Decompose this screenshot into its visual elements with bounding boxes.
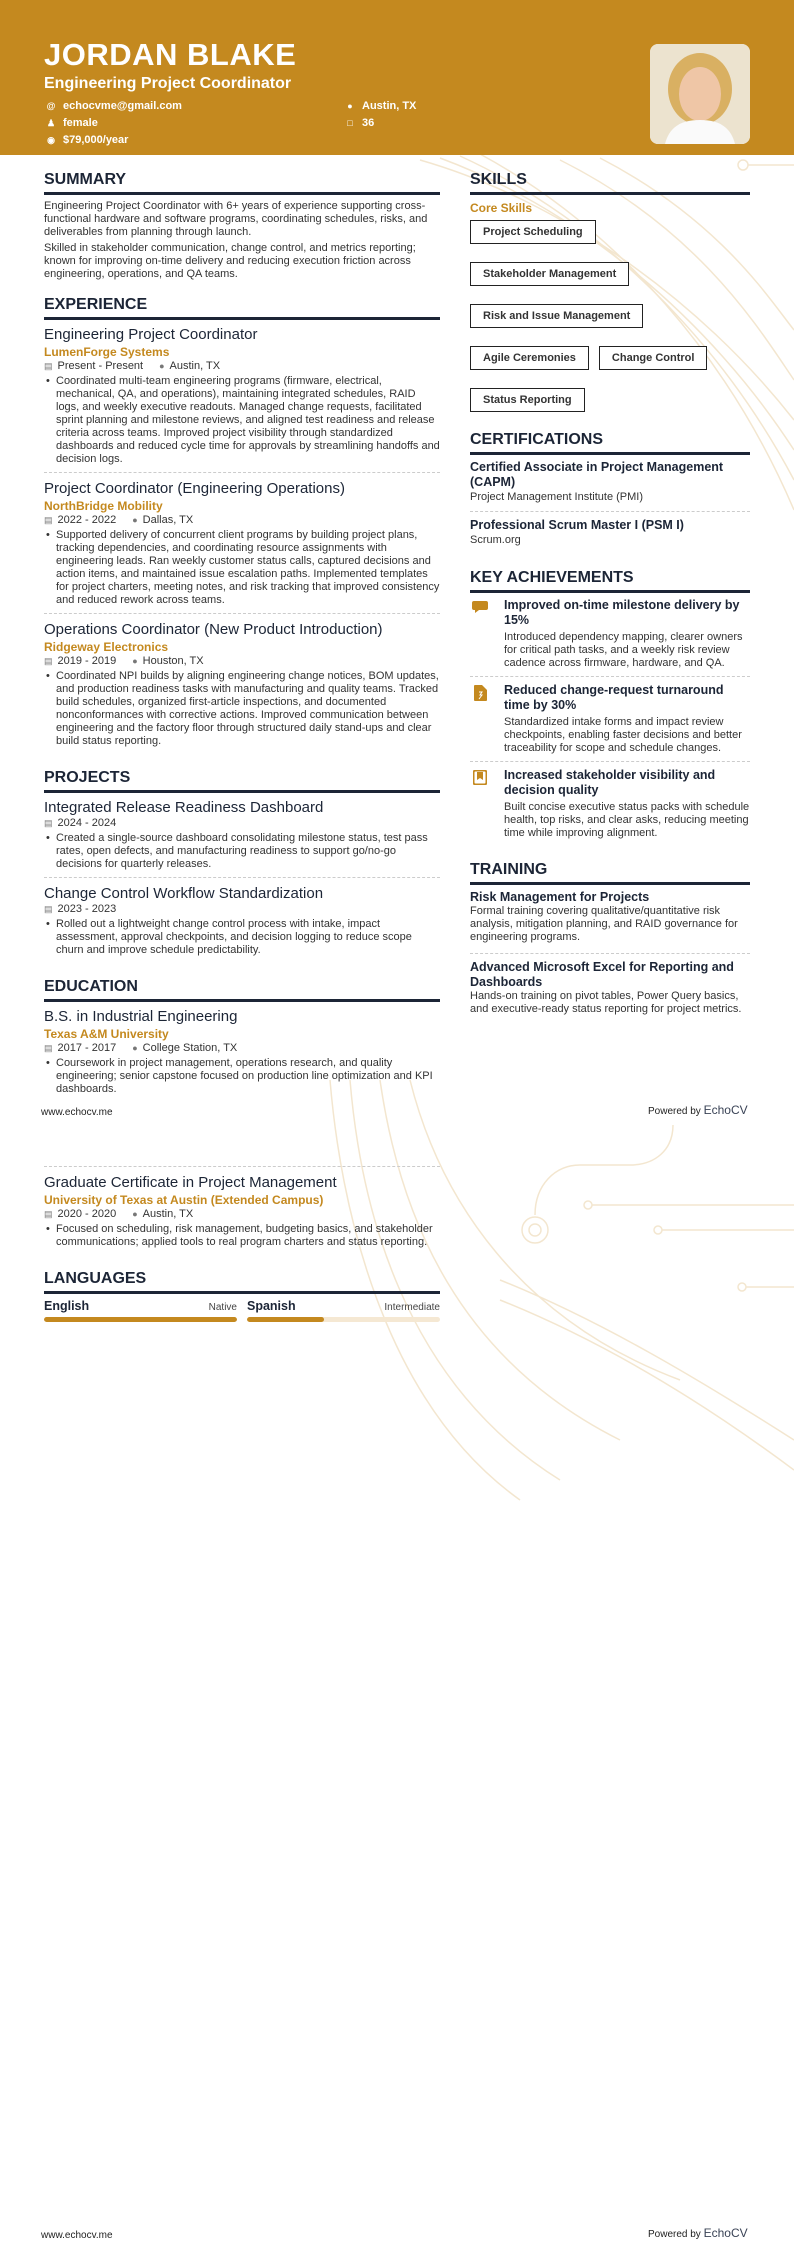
profile-photo bbox=[650, 44, 750, 144]
skills-subheading: Core Skills bbox=[470, 201, 533, 215]
summary-section bbox=[44, 170, 440, 281]
achievement-desc: Introduced dependency mapping, clearer owners for critical path tasks, and a weekly risk review cadence across firmware, hardware, and QA. bbox=[504, 631, 743, 669]
right-column bbox=[470, 170, 750, 1039]
certifications-section bbox=[470, 430, 750, 554]
experience-item bbox=[44, 325, 440, 473]
achievements-section bbox=[470, 568, 750, 846]
education-continued bbox=[44, 1166, 440, 1255]
training-desc: Hands-on training on pivot tables, Power Query basics, and executive-ready status reporting for project metrics. bbox=[470, 990, 742, 1015]
company-name: NorthBridge Mobility bbox=[44, 499, 163, 513]
summary-paragraph: Skilled in stakeholder communication, change control, and metrics reporting; known for improving on-time delivery and reducing execution friction across engineering, operations, and QA teams. bbox=[44, 242, 416, 280]
calendar-icon: ▤ bbox=[44, 818, 53, 828]
degree-title: B.S. in Industrial Engineering bbox=[44, 1008, 238, 1025]
achievement-item bbox=[470, 598, 750, 677]
footer-site-link[interactable]: www.echocv.me bbox=[41, 1107, 113, 1118]
achievement-desc: Built concise executive status packs with schedule health, top risks, and clear asks, reducing meeting time while improving alignment. bbox=[504, 801, 750, 839]
achievement-title: Reduced change-request turnaround time by 30% bbox=[504, 683, 724, 712]
achievement-title: Increased stakeholder visibility and decision quality bbox=[504, 768, 716, 797]
projects-section bbox=[44, 768, 440, 963]
job-dates: ▤ 2022 - 2022 bbox=[44, 514, 117, 526]
education-item bbox=[44, 1173, 440, 1255]
training-heading: TRAINING bbox=[470, 860, 750, 885]
languages-section bbox=[44, 1269, 440, 1322]
left-column bbox=[44, 170, 440, 1116]
calendar-icon: ▤ bbox=[44, 1043, 53, 1053]
achievement-item bbox=[470, 768, 750, 846]
training-section bbox=[470, 860, 750, 1025]
language-level: Native bbox=[208, 1302, 237, 1313]
certifications-heading: CERTIFICATIONS bbox=[470, 430, 750, 455]
edu-bullet: • Focused on scheduling, risk management, budgeting basics, and stakeholder communications; applied tools to real program charters and status reporting. bbox=[44, 1223, 440, 1249]
achievement-title: Improved on-time milestone delivery by 15% bbox=[504, 598, 740, 627]
bookmark-icon bbox=[470, 768, 490, 840]
training-name: Advanced Microsoft Excel for Reporting and Dashboards bbox=[470, 960, 734, 989]
language-item bbox=[247, 1299, 440, 1322]
experience-item bbox=[44, 479, 440, 614]
job-bullet: • Coordinated NPI builds by aligning engineering change notices, BOM updates, and production readiness tasks with manufacturing and quality teams. Tracked build schedules, organized first-article inspections, and documented nonconformances with corrective actions. Improved communication between engineering and the factory floor through structured daily stand-ups and clear build status reporting. bbox=[44, 670, 440, 748]
candidate-title: Engineering Project Coordinator bbox=[44, 75, 292, 92]
location-pin-icon: ● bbox=[132, 1043, 138, 1053]
location-pin-icon: ● bbox=[132, 515, 138, 525]
skill-tag: Stakeholder Management bbox=[470, 262, 629, 286]
email-text: echocvme@gmail.com bbox=[63, 100, 182, 112]
edu-location: ● Austin, TX bbox=[132, 1208, 194, 1220]
location-pin-icon: ● bbox=[132, 656, 138, 666]
dollar-circle-icon: ◉ bbox=[47, 135, 55, 145]
certification-item bbox=[470, 460, 750, 512]
calendar-icon: ▤ bbox=[44, 904, 53, 914]
language-name: English bbox=[44, 1299, 90, 1313]
job-bullet: • Coordinated multi-team engineering programs (firmware, electrical, mechanical, QA, and operations), maintaining integrated schedules, RAID logs, and weekly executive readouts. Managed change requests, facilitated sprint planning and milestone reviews, and aligned test readiness and release criteria across teams. Improved project visibility through standardized dashboards and reduced cycle time for approvals by streamlining handoffs and decision logs. bbox=[44, 375, 440, 466]
job-title: Project Coordinator (Engineering Operations) bbox=[44, 480, 345, 497]
calendar-icon: □ bbox=[347, 118, 353, 128]
certification-name: Professional Scrum Master I (PSM I) bbox=[470, 518, 684, 532]
contact-gender bbox=[46, 116, 98, 130]
skill-tag: Status Reporting bbox=[470, 388, 585, 412]
calendar-icon: ▤ bbox=[44, 361, 53, 371]
language-item bbox=[44, 1299, 237, 1322]
left-column-page-2 bbox=[44, 1166, 440, 1336]
brand-name: EchoCV bbox=[703, 2226, 748, 2240]
salary-text: $79,000/year bbox=[63, 134, 129, 146]
footer-site-link[interactable]: www.echocv.me bbox=[41, 2230, 113, 2241]
certification-name: Certified Associate in Project Management (CAPM) bbox=[470, 460, 724, 489]
job-location: ● Austin, TX bbox=[159, 360, 221, 372]
summary-heading: SUMMARY bbox=[44, 170, 440, 195]
project-dates: ▤ 2024 - 2024 bbox=[44, 817, 117, 829]
document-icon bbox=[470, 683, 490, 755]
age-text: 36 bbox=[362, 117, 375, 129]
gender-text: female bbox=[63, 117, 98, 129]
project-item bbox=[44, 798, 440, 878]
training-item bbox=[470, 890, 750, 954]
skills-heading: SKILLS bbox=[470, 170, 750, 195]
project-title: Integrated Release Readiness Dashboard bbox=[44, 799, 324, 816]
job-title: Operations Coordinator (New Product Introduction) bbox=[44, 621, 383, 638]
calendar-icon: ▤ bbox=[44, 515, 53, 525]
training-item bbox=[470, 960, 750, 1025]
header bbox=[0, 0, 794, 155]
summary-paragraph: Engineering Project Coordinator with 6+ years of experience supporting cross-functional hardware and software programs, coordinating schedules, risks, and deliverables from planning through launch. bbox=[44, 200, 428, 238]
location-text: Austin, TX bbox=[362, 100, 417, 112]
job-location: ● Dallas, TX bbox=[132, 514, 194, 526]
skill-tag: Change Control bbox=[599, 346, 708, 370]
project-bullet: • Created a single-source dashboard consolidating milestone status, test pass rates, open defects, and manufacturing readiness to support go/no-go decisions for quarterly releases. bbox=[44, 832, 440, 871]
training-name: Risk Management for Projects bbox=[470, 890, 650, 904]
contact-salary bbox=[46, 133, 128, 147]
job-dates: ▤ Present - Present bbox=[44, 360, 144, 372]
job-bullet: • Supported delivery of concurrent client programs by building project plans, tracking dependencies, and coordinating resource assignments with engineering leads. Ran weekly customer status calls, captured decisions and action items, and maintained issue escalation paths. Implemented templates for project charters, meeting notes, and risk tracking that improved consistency and reduced rework across teams. bbox=[44, 529, 440, 607]
contact-location bbox=[345, 99, 416, 113]
at-icon: @ bbox=[46, 101, 56, 111]
language-proficiency-bar bbox=[44, 1317, 237, 1322]
footer-powered-by: Powered by EchoCV bbox=[648, 2226, 748, 2240]
edu-dates: ▤ 2020 - 2020 bbox=[44, 1208, 117, 1220]
project-title: Change Control Workflow Standardization bbox=[44, 885, 324, 902]
achievement-desc: Standardized intake forms and impact review checkpoints, enabling faster decisions and better traceability for scope and schedule changes. bbox=[504, 716, 742, 754]
contact-age bbox=[345, 116, 374, 130]
skill-tag: Risk and Issue Management bbox=[470, 304, 643, 328]
edu-dates: ▤ 2017 - 2017 bbox=[44, 1042, 117, 1054]
candidate-name: JORDAN BLAKE bbox=[44, 37, 297, 72]
calendar-icon: ▤ bbox=[44, 656, 53, 666]
footer-powered-by: Powered by EchoCV bbox=[648, 1103, 748, 1117]
job-title: Engineering Project Coordinator bbox=[44, 326, 258, 343]
projects-heading: PROJECTS bbox=[44, 768, 440, 793]
achievements-heading: KEY ACHIEVEMENTS bbox=[470, 568, 750, 593]
languages-heading: LANGUAGES bbox=[44, 1269, 440, 1294]
language-proficiency-bar bbox=[247, 1317, 440, 1322]
experience-heading: EXPERIENCE bbox=[44, 295, 440, 320]
skill-tag: Agile Ceremonies bbox=[470, 346, 589, 370]
certification-item bbox=[470, 518, 750, 554]
training-desc: Formal training covering qualitative/quantitative risk analysis, mitigation planning, and RAID governance for engineering programs. bbox=[470, 905, 738, 943]
project-item bbox=[44, 884, 440, 963]
school-name: Texas A&M University bbox=[44, 1027, 169, 1041]
education-section bbox=[44, 977, 440, 1102]
person-icon: ♟ bbox=[46, 118, 56, 128]
experience-item bbox=[44, 620, 440, 754]
calendar-icon: ▤ bbox=[44, 1209, 53, 1219]
contact-email[interactable] bbox=[46, 99, 182, 113]
language-name: Spanish bbox=[247, 1299, 296, 1313]
school-name: University of Texas at Austin (Extended Campus) bbox=[44, 1193, 324, 1207]
degree-title: Graduate Certificate in Project Management bbox=[44, 1174, 337, 1191]
location-pin-icon: ● bbox=[132, 1209, 138, 1219]
experience-section bbox=[44, 295, 440, 754]
company-name: LumenForge Systems bbox=[44, 345, 170, 359]
job-dates: ▤ 2019 - 2019 bbox=[44, 655, 117, 667]
project-dates: ▤ 2023 - 2023 bbox=[44, 903, 117, 915]
skills-section bbox=[470, 170, 750, 412]
certification-issuer: Project Management Institute (PMI) bbox=[470, 491, 644, 503]
job-location: ● Houston, TX bbox=[132, 655, 204, 667]
location-pin-icon: ● bbox=[159, 361, 165, 371]
speech-bubble-icon bbox=[470, 598, 490, 670]
certification-issuer: Scrum.org bbox=[470, 534, 521, 546]
brand-name: EchoCV bbox=[703, 1103, 748, 1117]
edu-bullet: • Coursework in project management, operations research, and quality engineering; senior capstone focused on production line optimization and KPI dashboards. bbox=[44, 1057, 440, 1096]
company-name: Ridgeway Electronics bbox=[44, 640, 169, 654]
education-heading: EDUCATION bbox=[44, 977, 440, 1002]
skill-tag: Project Scheduling bbox=[470, 220, 596, 244]
edu-location: ● College Station, TX bbox=[132, 1042, 238, 1054]
education-item bbox=[44, 1007, 440, 1102]
location-pin-icon: ● bbox=[347, 101, 353, 111]
language-level: Intermediate bbox=[384, 1302, 440, 1313]
achievement-item bbox=[470, 683, 750, 762]
project-bullet: • Rolled out a lightweight change control process with intake, impact assessment, approval checkpoints, and decision logging to reduce scope churn and improve schedule predictability. bbox=[44, 918, 440, 957]
